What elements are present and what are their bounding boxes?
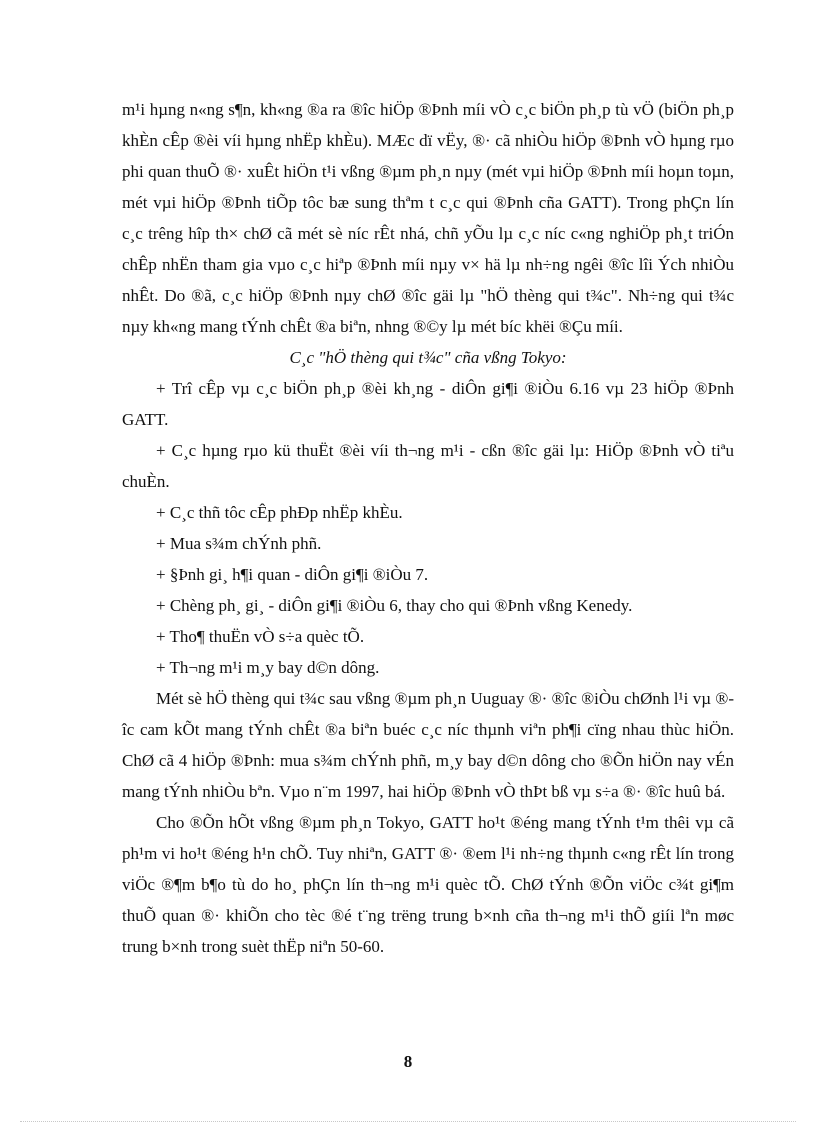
list-item: + Trî cÊp vµ c¸c biÖn ph¸p ®èi kh¸ng - diÔn gi¶i ®iÒu 6.16 vµ 23 hiÖp ®Þnh GATT. [122,379,734,429]
list-item: + C¸c hµng rµo kü thuËt ®èi víi th¬ng m¹i - cßn ®îc gäi lµ: HiÖp ®Þnh vÒ tiªu chuÈn. [122,441,734,491]
list-item: + Mua s¾m chÝnh phñ. [156,534,322,553]
paragraph-uruguay: Mét sè hÖ thèng qui t¾c sau vßng ®µm ph¸n Uuguay ®· ®îc ®iÒu chØnh l¹i vµ ®îc cam kÕt mang tÝnh chÊt ®a biªn buéc c¸c níc thµnh viªn ph¶i cïng nhau thùc hiÖn. ChØ cã 4 hiÖp ®Þnh: mua s¾m chÝnh phñ, m¸y bay d©n dông cho ®Õn hiÖn nay vÉn mang tÝnh nhiÒu bªn. Vµo n¨m 1997, hai hiÖp ®Þnh vÒ thÞt bß vµ s÷a ®· ®îc huû bá. [122,689,734,801]
section-heading: C¸c "hÖ thèng qui t¾c" cña vßng Tokyo: [289,348,567,367]
body-text [122,94,734,962]
list-item: + Chèng ph¸ gi¸ - diÔn gi¶i ®iÒu 6, thay cho qui ®Þnh vßng Kenedy. [156,596,633,615]
list-item: + Tho¶ thuËn vÒ s÷a quèc tÕ. [156,627,365,646]
list-item: + Th¬ng m¹i m¸y bay d©n dông. [156,658,380,677]
list-item: + §Þnh gi¸ h¶i quan - diÔn gi¶i ®iÒu 7. [156,565,429,584]
footer-divider [20,1121,796,1122]
list-item: + C¸c thñ tôc cÊp phÐp nhËp khÈu. [156,503,403,522]
page-number: 8 [403,1052,413,1071]
paragraph-intro: m¹i hµng n«ng s¶n, kh«ng ®a ra ®îc hiÖp ®Þnh míi vÒ c¸c biÖn ph¸p tù vÖ (biÖn ph¸p khÈn cÊp ®èi víi hµng nhËp khÈu). MÆc dï vËy, ®· cã nhiÒu hiÖp ®Þnh vÒ hµng rµo phi quan thuÕ ®· xuÊt hiÖn t¹i vßng ®µm ph¸n nµy (mét vµi hiÖp ®Þnh míi hoµn toµn, mét vµi hiÖp ®Þnh tiÕp tôc bæ sung thªm t c¸c qui ®Þnh cña GATT). Trong phÇn lín c¸c trêng hîp th× chØ cã mét sè níc rÊt nhá, chñ yÕu lµ c¸c níc c«ng nghiÖp ph¸t triÓn chÊp nhËn tham gia vµo c¸c hiªp ®Þnh míi nµy v× hä lµ nh÷ng ngêi ®îc lîi Ých nhiÒu nhÊt. Do ®ã, c¸c hiÖp ®Þnh nµy chØ ®îc gäi lµ "hÖ thèng qui t¾c". Nh÷ng qui t¾c nµy kh«ng mang tÝnh chÊt ®a biªn, nhng ®©y lµ mét bíc khëi ®Çu míi. [122,100,734,336]
paragraph-tokyo: Cho ®Õn hÕt vßng ®µm ph¸n Tokyo, GATT ho¹t ®éng mang tÝnh t¹m thêi vµ cã ph¹m vi ho¹t ®éng h¹n chÕ. Tuy nhiªn, GATT ®· ®em l¹i nh÷ng thµnh c«ng rÊt lín trong viÖc ®¶m b¶o tù do ho¸ phÇn lín th¬ng m¹i quèc tÕ. ChØ tÝnh ®Õn viÖc c¾t gi¶m thuÕ quan ®· khiÕn cho tèc ®é t¨ng trëng trung b×nh cña th¬ng m¹i thÕ giíi lªn møc trung b×nh trong suèt thËp niªn 50-60. [122,813,734,956]
